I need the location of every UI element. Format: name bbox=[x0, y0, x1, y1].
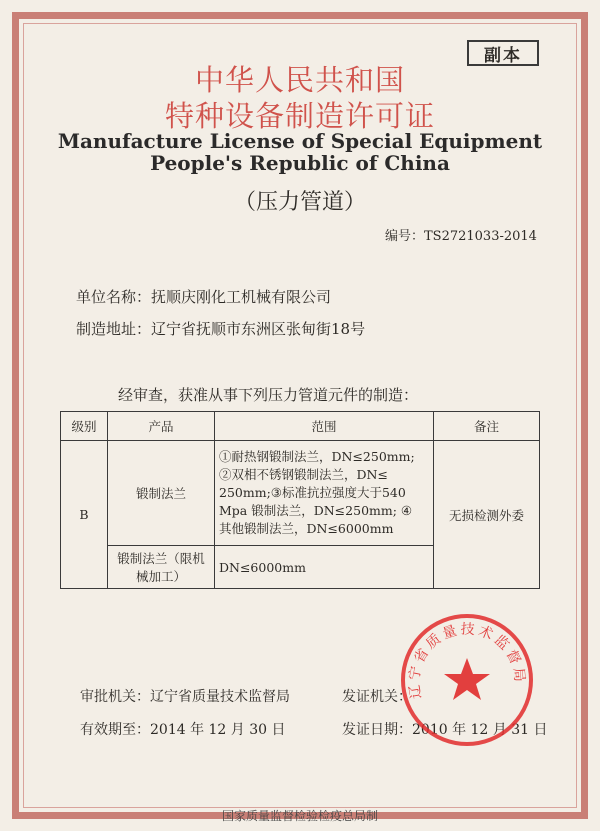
scope-table bbox=[60, 411, 540, 589]
header-remark: 备注 bbox=[434, 412, 540, 441]
range-line: ②双相不锈钢锻制法兰，DN≤ bbox=[219, 467, 388, 482]
footer-issuer: 国家质量监督检验检疫总局制 bbox=[221, 809, 378, 823]
header-grade: 级别 bbox=[61, 412, 108, 441]
title-en-line-2: People's Republic of China bbox=[150, 151, 450, 175]
product-cell: 锻制法兰 bbox=[108, 441, 215, 546]
table-row bbox=[61, 441, 540, 546]
title-cn-line-2: 特种设备制造许可证 bbox=[164, 99, 435, 133]
certificate-number: 编号：TS2721033-2014 bbox=[385, 229, 537, 244]
header-product: 产品 bbox=[108, 412, 215, 441]
svg-text:辽宁省质量技术监督局: 辽宁省质量技术监督局 bbox=[406, 621, 528, 700]
title-en-line-1: Manufacture License of Special Equipment bbox=[57, 129, 543, 153]
range-cell: DN≤6000mm bbox=[215, 546, 434, 589]
official-seal bbox=[397, 610, 537, 750]
range-line: Mpa 锻制法兰，DN≤250mm; ④ bbox=[219, 503, 413, 518]
subtitle: （压力管道） bbox=[233, 190, 366, 215]
approval-intro: 经审查，获准从事下列压力管道元件的制造： bbox=[118, 386, 419, 404]
header-range: 范围 bbox=[215, 412, 434, 441]
title-cn-line-1: 中华人民共和国 bbox=[194, 63, 405, 97]
range-line: 其他锻制法兰，DN≤6000mm bbox=[219, 521, 394, 536]
range-line: ①耐热钢锻制法兰，DN≤250mm; bbox=[219, 449, 415, 464]
copy-label: 副本 bbox=[467, 40, 539, 66]
range-cell bbox=[215, 441, 434, 546]
approval-authority: 审批机关：辽宁省质量技术监督局 bbox=[80, 689, 290, 705]
grade-cell: B bbox=[61, 441, 108, 589]
table-header-row bbox=[61, 412, 540, 441]
issue-date: 发证日期：2010 年 12 月 31 日 bbox=[342, 722, 548, 738]
unit-name: 单位名称：抚顺庆刚化工机械有限公司 bbox=[76, 288, 332, 306]
range-line: 250mm;③标准抗拉强度大于540 bbox=[219, 485, 406, 500]
issuing-authority: 发证机关： bbox=[342, 689, 412, 705]
validity-date: 有效期至：2014 年 12 月 30 日 bbox=[80, 722, 286, 738]
product-cell: 锻制法兰（限机械加工） bbox=[108, 546, 215, 589]
remark-cell: 无损检测外委 bbox=[434, 441, 540, 589]
manufacturing-address: 制造地址：辽宁省抚顺市东洲区张甸街18号 bbox=[76, 320, 366, 338]
